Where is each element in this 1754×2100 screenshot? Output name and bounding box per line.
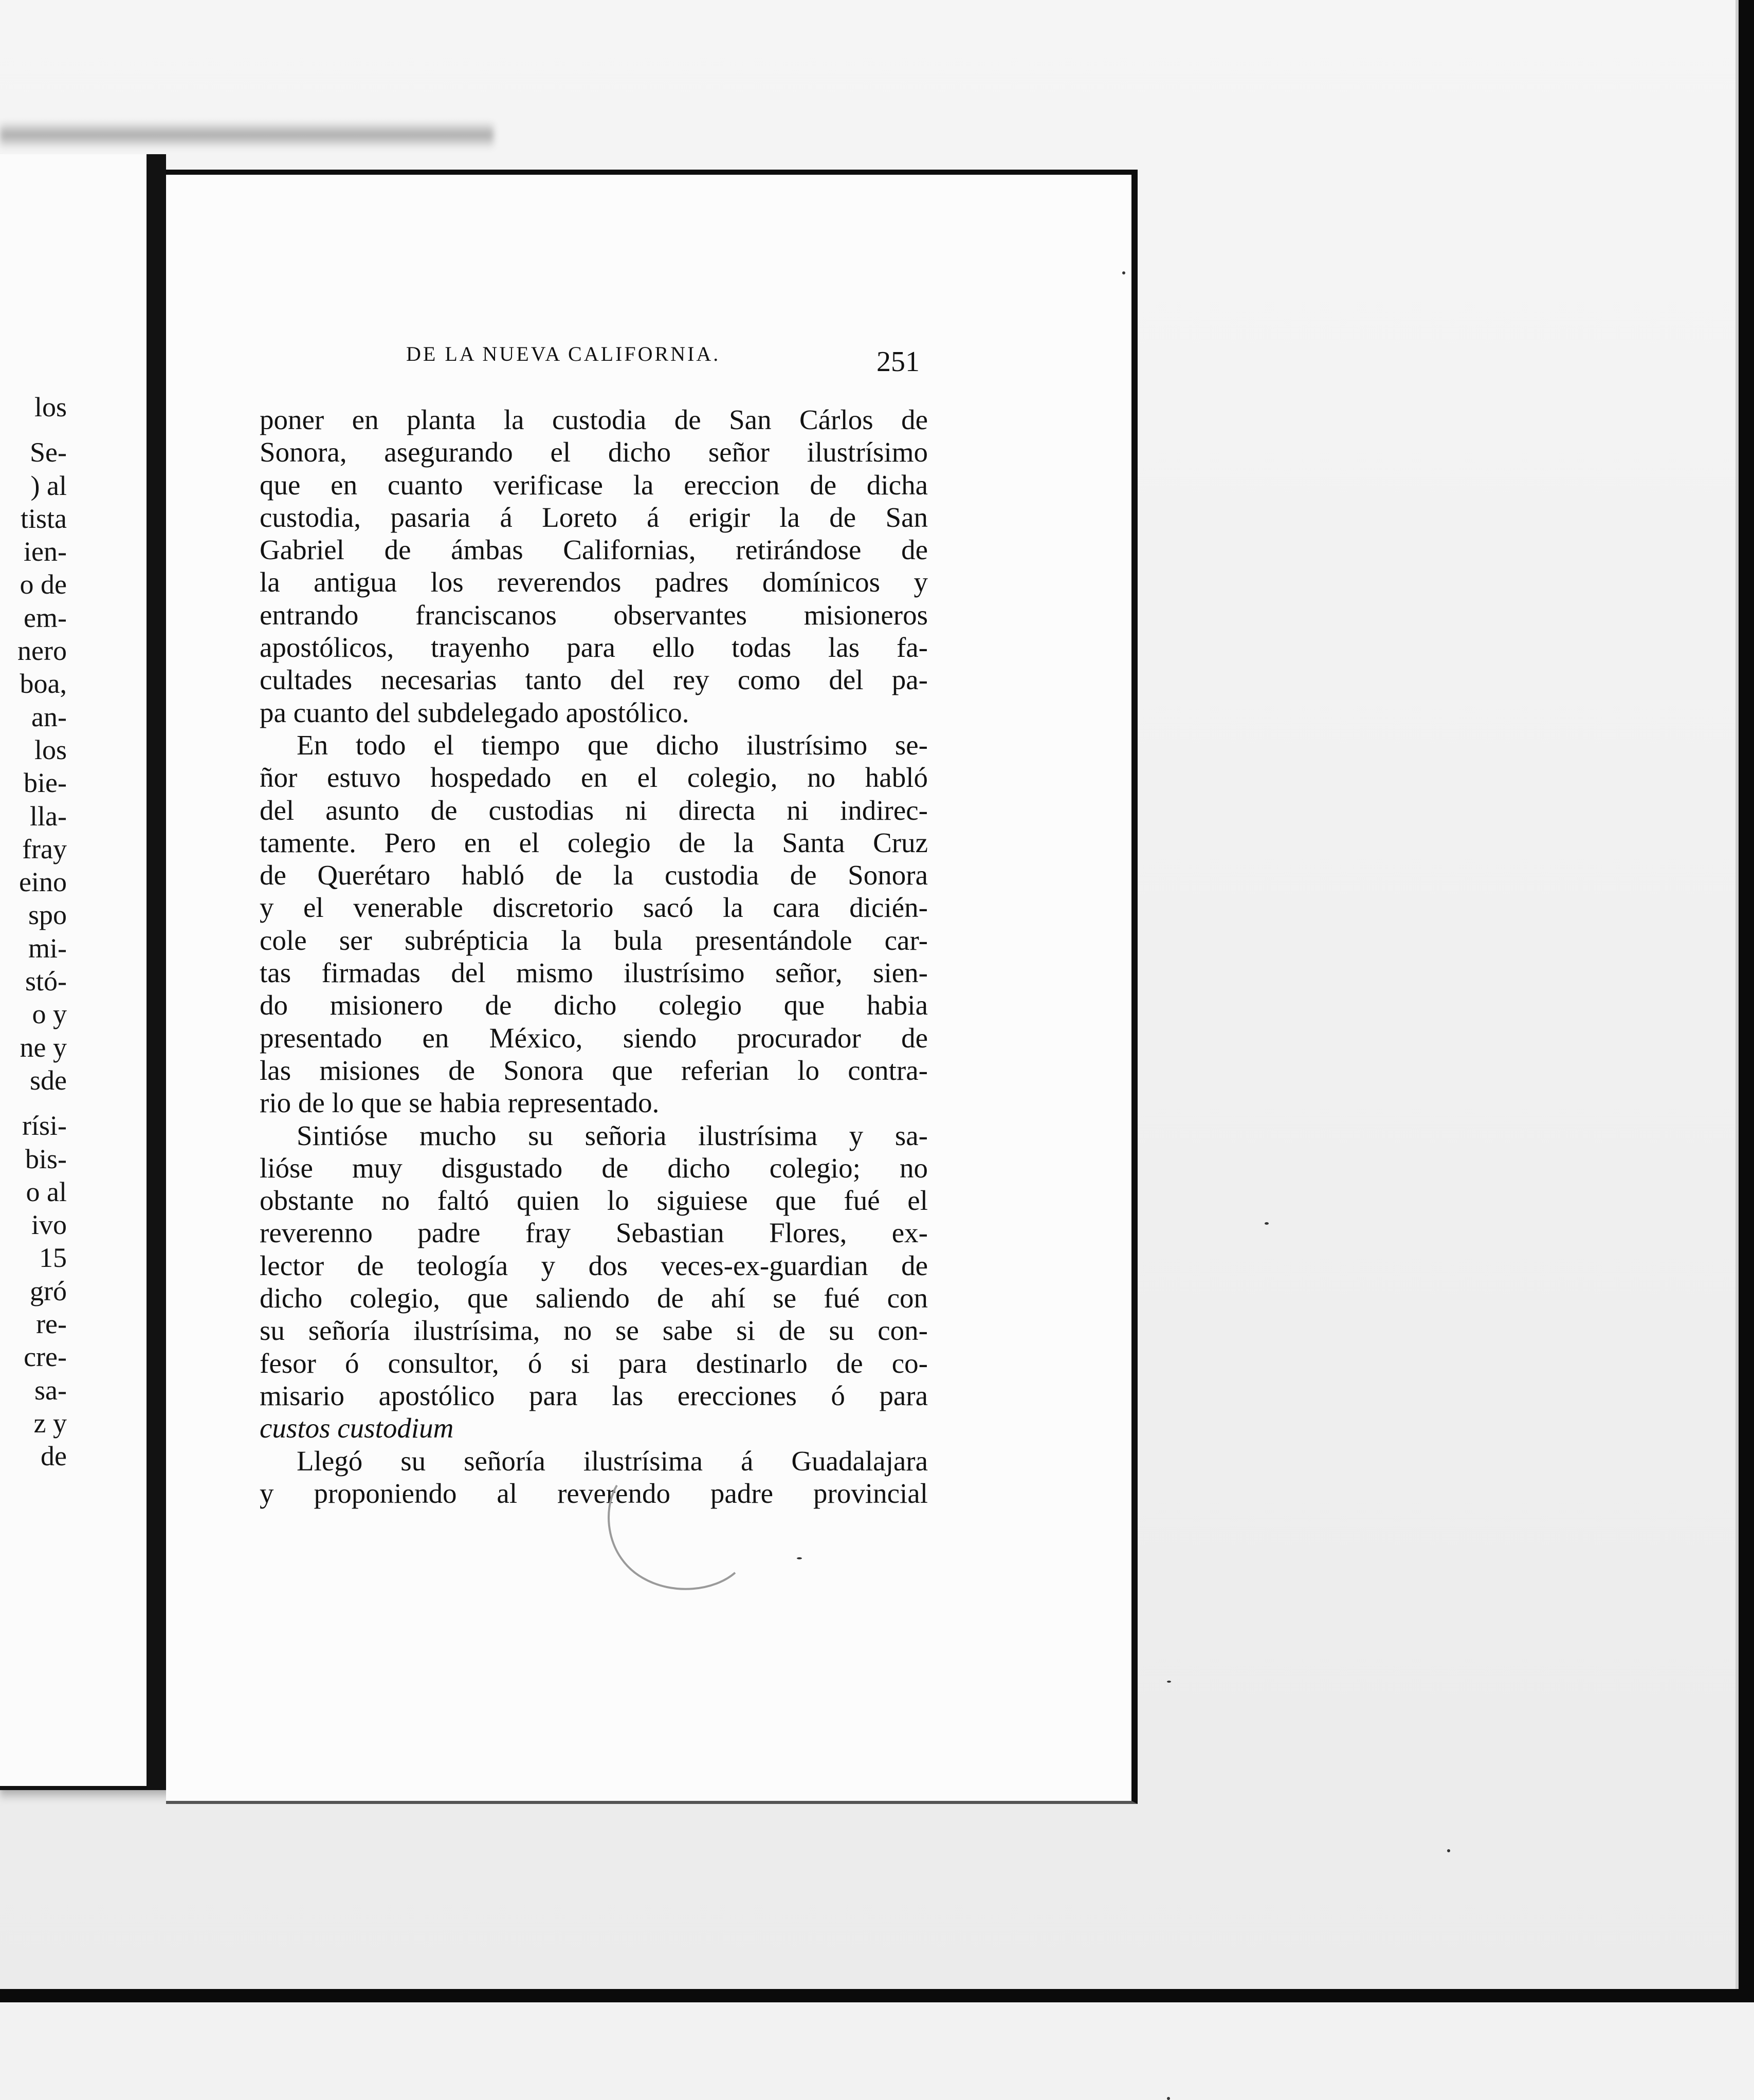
left-fragment: Se-: [30, 437, 67, 468]
left-fragment: bis-: [25, 1143, 67, 1174]
scan-edge-bottom: [0, 1989, 1754, 2002]
paragraph-gap: [0, 423, 67, 436]
left-fragment: ien-: [24, 536, 67, 567]
dust-speck: [1167, 1681, 1171, 1683]
text-line: que en cuanto verificase la ereccion de dicha: [260, 469, 928, 501]
left-fragment: ne y: [20, 1031, 67, 1063]
left-page-text-fragments: [0, 391, 67, 1473]
left-fragment: o y: [32, 999, 67, 1030]
scan-smudge: [596, 1480, 761, 1604]
left-fragment: sde: [30, 1064, 67, 1096]
text-line-italic: custos custodium: [260, 1412, 454, 1444]
text-line: presentado en México, siendo procurador de: [260, 1022, 928, 1054]
text-line: tas firmadas del mismo ilustrísimo señor, sien-: [260, 957, 928, 989]
text-line: cole ser subrépticia la bula presentándole car-: [260, 924, 928, 956]
dust-speck: [1167, 2097, 1170, 2100]
left-fragment: spo: [28, 899, 67, 931]
text-line: su señoría ilustrísima, no se sabe si de su con-: [260, 1315, 928, 1347]
left-fragment: o de: [20, 569, 67, 600]
left-fragment: gró: [30, 1275, 67, 1306]
left-fragment: ) al: [30, 470, 67, 501]
text-line: do misionero de dicho colegio que habia: [260, 989, 928, 1021]
left-fragment: 15: [39, 1242, 67, 1274]
left-fragment: an-: [31, 701, 67, 732]
left-fragment: mi-: [28, 932, 67, 964]
left-fragment: cre-: [24, 1341, 67, 1373]
text-line: ñor estuvo hospedado en el colegio, no habló: [260, 762, 928, 794]
left-fragment: eino: [19, 867, 67, 898]
left-fragment: rísi-: [22, 1110, 67, 1141]
text-line: tamente. Pero en el colegio de la Santa Cruz: [260, 826, 928, 858]
left-fragment: bie-: [24, 767, 67, 799]
scan-edge-right: [1739, 0, 1754, 2002]
left-fragment: de: [41, 1441, 67, 1472]
dust-speck: [1122, 271, 1125, 274]
paragraph-gap: [0, 1097, 67, 1109]
page-number: 251: [876, 346, 920, 378]
dust-speck: [1447, 1849, 1450, 1852]
text-line: de Querétaro habló de la custodia de Sonora: [260, 859, 928, 891]
text-line: del asunto de custodias ni directa ni indirec-: [260, 794, 928, 826]
left-fragment: o al: [26, 1176, 67, 1207]
dust-speck: [797, 1557, 802, 1559]
text-line: Sintióse mucho su señoria ilustrísima y sa-: [297, 1119, 928, 1151]
text-line: entrando franciscanos observantes misioneros: [260, 599, 928, 631]
text-line: misario apostólico para las erecciones ó para: [260, 1379, 928, 1411]
text-line: fesor ó consultor, ó si para destinarlo de co-: [260, 1347, 928, 1379]
text-line: Sonora, asegurando el dicho señor ilustrísimo: [260, 436, 928, 468]
left-fragment: ivo: [31, 1209, 67, 1241]
text-line: reverenno padre fray Sebastian Flores, ex-: [260, 1217, 928, 1249]
left-fragment: stó-: [25, 966, 67, 997]
left-fragment: los: [34, 734, 67, 765]
text-line: la antigua los reverendos padres domínicos y: [260, 566, 928, 598]
text-line: las misiones de Sonora que referian lo contra-: [260, 1054, 928, 1086]
text-line: En todo el tiempo que dicho ilustrísimo se-: [297, 729, 928, 761]
left-fragment: nero: [17, 635, 67, 667]
page-shadow-top: [0, 121, 494, 149]
left-fragment: lla-: [30, 800, 67, 832]
left-fragment: em-: [24, 602, 67, 633]
text-line: y el venerable discretorio sacó la cara dicién-: [260, 892, 928, 924]
book-gutter: [147, 154, 166, 1790]
text-line: poner en planta la custodia de San Cárlos de: [260, 404, 928, 435]
text-line: pa cuanto del subdelegado apostólico.: [260, 696, 689, 728]
text-line: apostólicos, trayenho para ello todas las fa-: [260, 632, 928, 664]
text-line: rio de lo que se habia representado.: [260, 1087, 660, 1119]
text-line: Llegó su señoría ilustrísima á Guadalajara: [297, 1445, 928, 1477]
left-fragment: los: [34, 392, 67, 422]
left-fragment: sa-: [34, 1374, 67, 1406]
page-body: [260, 403, 928, 1509]
left-page: [0, 154, 147, 1790]
text-line: lióse muy disgustado de dicho colegio; no: [260, 1152, 928, 1184]
left-fragment: boa,: [20, 668, 67, 699]
running-head: DE LA NUEVA CALIFORNIA.: [406, 342, 721, 365]
text-line: Gabriel de ámbas Californias, retirándose de: [260, 534, 928, 566]
left-fragment: re-: [36, 1309, 67, 1340]
text-line: y proponiendo al reverendo padre provincial: [260, 1477, 928, 1509]
left-fragment: tista: [21, 503, 67, 534]
text-line: cultades necesarias tanto del rey como del pa-: [260, 664, 928, 696]
left-fragment: z y: [33, 1407, 67, 1439]
dust-speck: [1265, 1222, 1269, 1225]
text-line: custodia, pasaria á Loreto á erigir la de San: [260, 501, 928, 533]
left-fragment: fray: [22, 833, 67, 864]
text-line: dicho colegio, que saliendo de ahí se fué con: [260, 1282, 928, 1314]
text-line: obstante no faltó quien lo siguiese que fué el: [260, 1185, 928, 1217]
text-line: lector de teología y dos veces-ex-guardian de: [260, 1249, 928, 1281]
